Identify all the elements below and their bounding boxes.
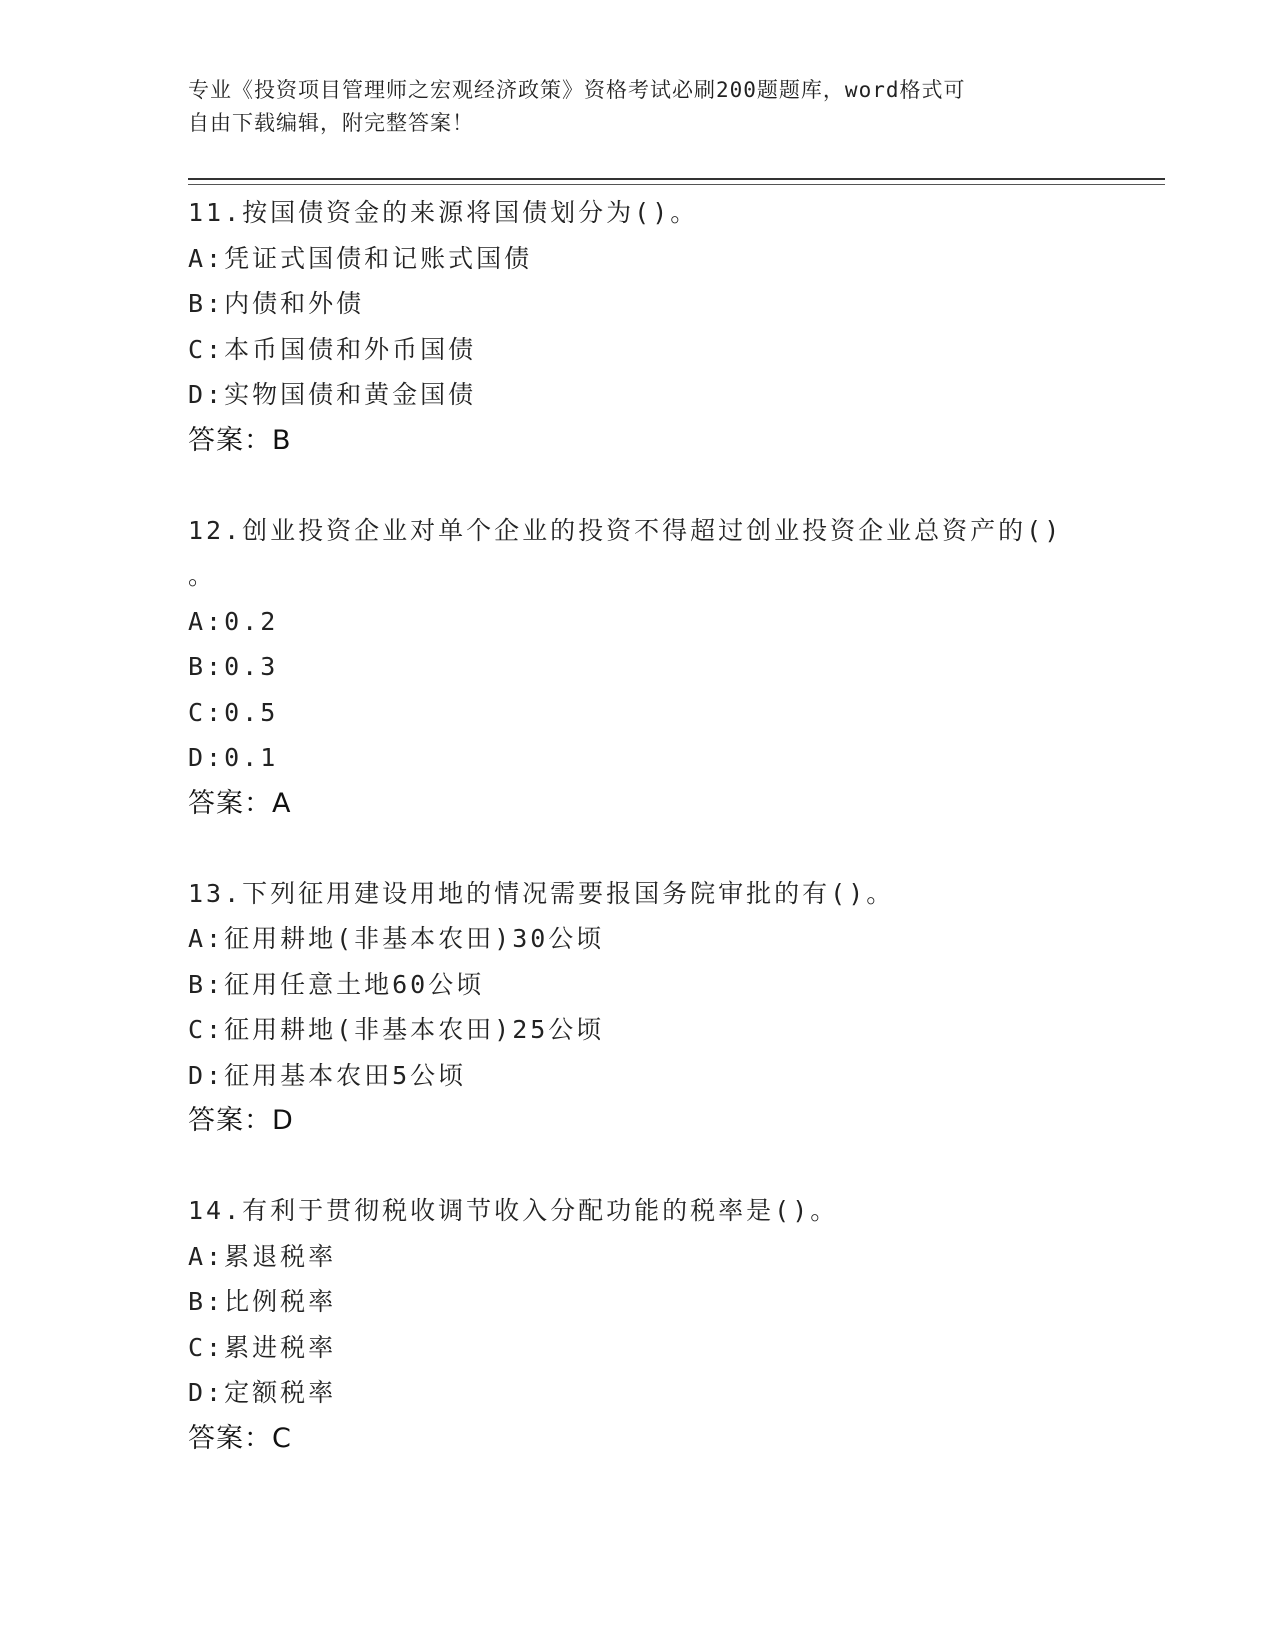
header-divider-thin	[188, 184, 1165, 185]
question-11	[188, 190, 1088, 464]
question-stem: 13.下列征用建设用地的情况需要报国务院审批的有()。	[188, 878, 895, 908]
option-d: D:0.1	[188, 743, 279, 772]
question-12	[188, 508, 1088, 827]
question-stem: 14.有利于贯彻税收调节收入分配功能的税率是()。	[188, 1196, 839, 1225]
option-c: C:本币国债和外币国债	[188, 334, 477, 364]
document-header	[188, 74, 1088, 140]
question-stem: 11.按国债资金的来源将国债划分为()。	[188, 198, 699, 227]
question-stem: 12.创业投资企业对单个企业的投资不得超过创业投资企业总资产的()	[188, 515, 1063, 545]
header-line-1: 专业《投资项目管理师之宏观经济政策》资格考试必刷200题题库，word格式可	[188, 78, 966, 102]
option-a: A:征用耕地(非基本农田)30公顷	[188, 924, 605, 953]
option-b: B:0.3	[188, 652, 279, 681]
option-b: B:征用任意土地60公顷	[188, 969, 485, 999]
option-a: A:凭证式国债和记账式国债	[188, 243, 533, 273]
header-divider-thick	[188, 178, 1165, 180]
answer-line: 答案：B	[188, 424, 292, 456]
option-b: B:内债和外债	[188, 289, 365, 318]
option-d: D:定额税率	[188, 1378, 337, 1407]
answer-line: 答案：C	[188, 1422, 292, 1454]
answer-line: 答案：A	[188, 787, 292, 819]
header-line-2: 自由下载编辑，附完整答案！	[188, 111, 474, 135]
question-14	[188, 1188, 1088, 1462]
option-b: B:比例税率	[188, 1287, 337, 1316]
option-d: D:实物国债和黄金国债	[188, 380, 477, 409]
answer-line: 答案：D	[188, 1105, 294, 1136]
question-13	[188, 871, 1088, 1145]
option-c: C:0.5	[188, 697, 279, 727]
question-list	[188, 190, 1088, 1506]
option-d: D:征用基本农田5公顷	[188, 1060, 467, 1090]
question-stem-continuation: 。	[188, 561, 217, 590]
option-a: A:0.2	[188, 606, 279, 636]
option-a: A:累退税率	[188, 1241, 337, 1271]
option-c: C:累进税率	[188, 1332, 337, 1362]
option-c: C:征用耕地(非基本农田)25公顷	[188, 1015, 605, 1044]
